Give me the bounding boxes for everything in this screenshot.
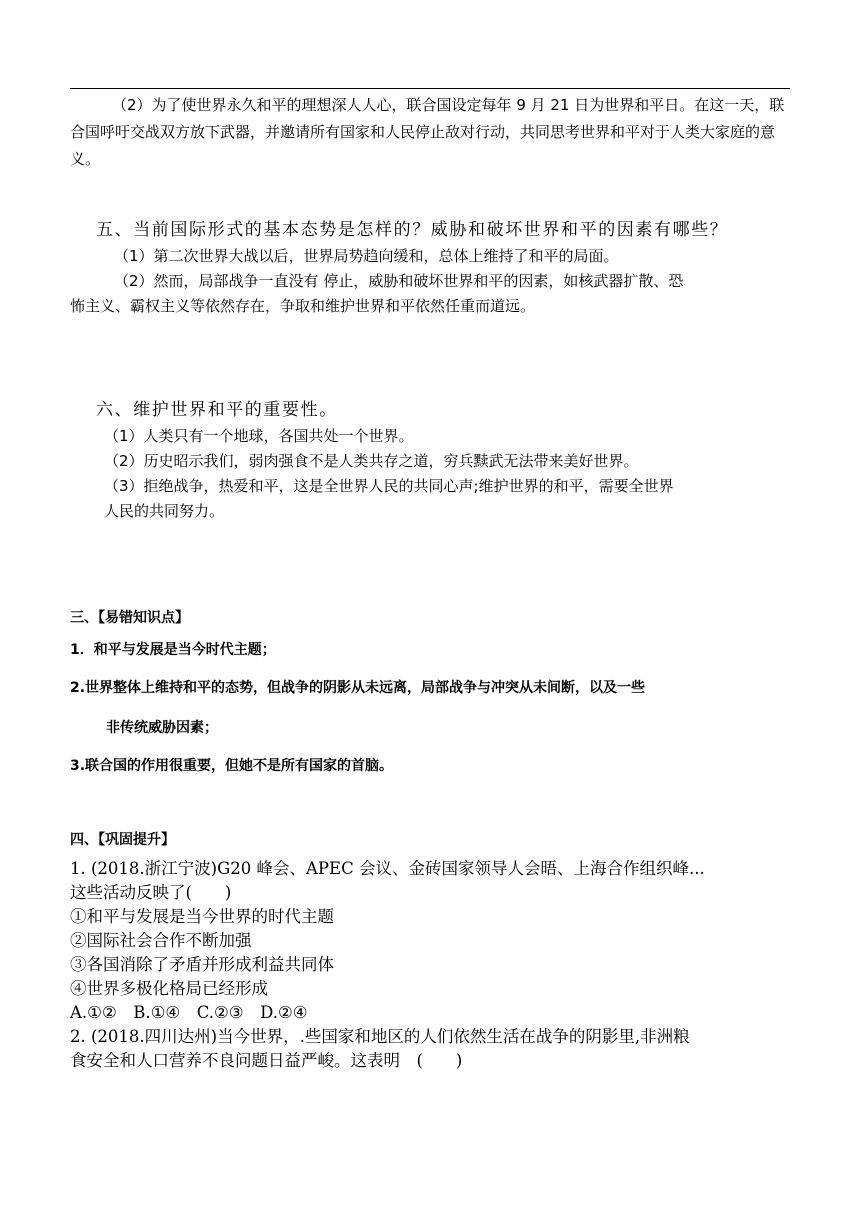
error-point-2-line-2: 非传统威胁因素； <box>106 720 218 736</box>
section-five-heading: 五、当前国际形式的基本态势是怎样的？威胁和破坏世界和平的因素有哪些？ <box>96 220 729 240</box>
error-point-2-row <box>70 676 800 700</box>
section-five-item-1: （1）第二次世界大战以后，世界局势趋向缓和，总体上维持了和平的局面。 <box>114 247 619 265</box>
section-error-points <box>70 606 792 630</box>
error-point-3: 3.联合国的作用很重要，但她不是所有国家的首脑。 <box>70 758 394 774</box>
error-point-1-row <box>70 638 792 662</box>
error-point-2-cont-row <box>70 716 792 740</box>
section-six-heading: 六、维护世界和平的重要性。 <box>96 400 338 420</box>
question-1-line-1: 1. (2018.浙江宁波)G20 峰会、APEC 会议、金砖国家领导人会晤、上海合作组织峰... <box>70 859 705 878</box>
world-peace-day-paragraph <box>70 92 792 173</box>
header-rule <box>70 88 790 89</box>
section-practice <box>70 828 792 852</box>
question-1-line-2: 这些活动反映了( ) <box>70 883 232 902</box>
paragraph-text: （2）为了使世界永久和平的理想深人人心，联合国设定每年 9 月 21 日为世界和平日。在这一天，联合国呼吁交战双方放下武器，并邀请所有国家和人民停止敌对行动，共同思考世界和平对于人类大家庭的意义。 <box>70 96 785 168</box>
question-1 <box>70 857 800 1073</box>
question-1-option-1: ①和平与发展是当今世界的时代主题 <box>70 907 334 926</box>
section-six-item-3-line-2: 人民的共同努力。 <box>104 502 225 520</box>
error-point-2-line-1: 2.世界整体上维持和平的态势，但战争的阴影从未远离，局部战争与冲突从未间断，以及一些 <box>70 680 646 696</box>
question-1-option-4: ④世界多极化格局已经形成 <box>70 979 268 998</box>
section-six <box>70 398 792 524</box>
section-five-item-2-line-2: 怖主义、霸权主义等依然存在，争取和维护世界和平依然任重而道远。 <box>70 297 536 315</box>
section-five <box>70 218 792 319</box>
error-points-heading: 三、【易错知识点】 <box>70 610 189 626</box>
section-six-item-3-line-1: （3）拒绝战争，热爱和平，这是全世界人民的共同心声;维护世界的和平，需要全世界 <box>104 477 674 495</box>
section-six-item-1: （1）人类只有一个地球，各国共处一个世界。 <box>104 427 414 445</box>
error-point-1: 1．和平与发展是当今时代主题； <box>70 642 276 658</box>
question-1-option-2: ②国际社会合作不断加强 <box>70 931 252 950</box>
question-1-option-3: ③各国消除了矛盾并形成利益共同体 <box>70 955 334 974</box>
question-1-answers: A.①② B.①④ C.②③ D.②④ <box>70 1003 308 1022</box>
section-six-item-2: （2）历史昭示我们，弱肉强食不是人类共存之道，穷兵黩武无法带来美好世界。 <box>104 452 639 470</box>
error-point-3-row <box>70 754 792 778</box>
question-2-line-2: 食安全和人口营养不良问题日益严峻。这表明 ( ) <box>70 1051 463 1070</box>
section-five-item-2-line-1: （2）然而，局部战争一直没有 停止，威胁和破坏世界和平的因素，如核武器扩散、恐 <box>114 272 684 290</box>
practice-heading: 四、【巩固提升】 <box>70 832 175 848</box>
question-2-line-1: 2. (2018.四川达州)当今世界，.些国家和地区的人们依然生活在战争的阴影里,非洲粮 <box>70 1027 690 1046</box>
